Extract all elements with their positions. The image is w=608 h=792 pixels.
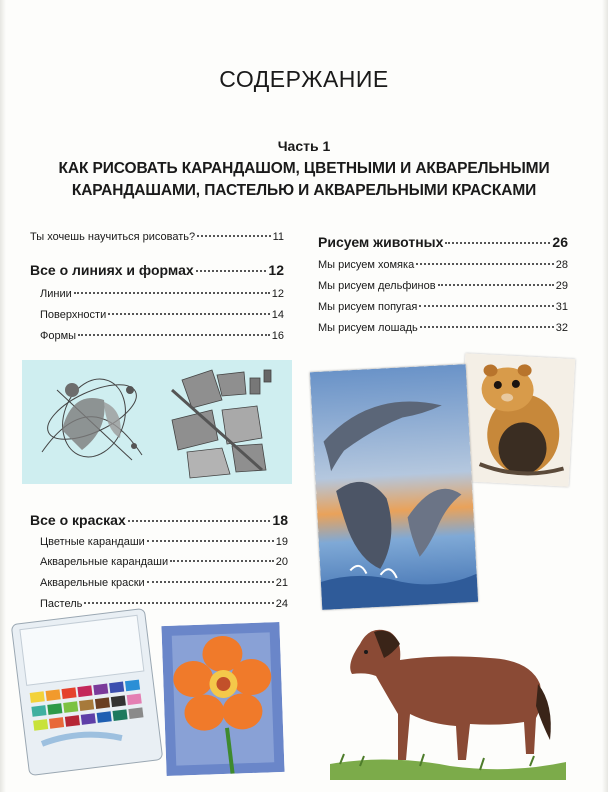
toc-entry-color-pencils[interactable] [40,536,288,548]
toc-entry-watercolors[interactable] [40,577,288,589]
toc-entry-title: Мы рисуем лошадь [318,322,418,334]
part-heading-line-1: КАК РИСОВАТЬ КАРАНДАШОМ, ЦВЕТНЫМИ И АКВАРЕЛЬНЫМИ [58,160,550,177]
sketch-illustration [22,360,292,484]
page-edge-right [602,0,608,792]
toc-entry-title: Ты хочешь научиться рисовать? [30,231,196,243]
toc-entry-title: Пастель [40,598,83,610]
toc-leader-dots [445,242,550,244]
toc-entry-page: 32 [555,322,568,334]
toc-entry-title: Формы [40,330,77,342]
toc-entry-surfaces[interactable] [40,309,284,321]
toc-leader-dots [74,292,270,294]
toc-section-title: Рисуем животных [318,234,444,250]
toc-entry-page: 20 [275,556,288,568]
toc-leader-dots [197,235,270,237]
toc-entry-watercolor-pencils[interactable] [40,556,288,568]
toc-entry-title: Мы рисуем попугая [318,301,418,313]
toc-entry-hamster[interactable] [318,259,568,271]
hamster-illustration [459,353,576,487]
toc-entry-intro[interactable] [30,231,284,243]
toc-leader-dots [196,270,267,272]
toc-leader-dots [416,263,554,265]
toc-leader-dots [419,305,553,307]
dolphins-illustration [310,364,478,610]
toc-entry-horse[interactable] [318,322,568,334]
toc-entry-page: 24 [275,598,288,610]
toc-leader-dots [78,334,270,336]
toc-leader-dots [147,540,274,542]
toc-leader-dots [108,313,270,315]
toc-entry-title: Акварельные краски [40,577,145,589]
page-edge-left [0,0,6,792]
toc-entry-title: Мы рисуем хомяка [318,259,415,271]
toc-section-page: 12 [268,262,284,278]
toc-section-paints[interactable] [30,512,288,528]
toc-entry-title: Акварельные карандаши [40,556,169,568]
watercolor-palette-illustration [7,604,167,780]
toc-leader-dots [147,581,274,583]
toc-entry-page: 29 [555,280,568,292]
toc-entry-page: 11 [272,231,284,243]
toc-section-lines[interactable] [30,262,284,278]
toc-entry-title: Мы рисуем дельфинов [318,280,436,292]
toc-entry-page: 28 [555,259,568,271]
part-heading-line-2: КАРАНДАШАМИ, ПАСТЕЛЬЮ И АКВАРЕЛЬНЫМИ КРАСКАМИ [71,182,537,199]
flower-illustration [161,622,284,776]
toc-entry-title: Цветные карандаши [40,536,145,548]
toc-entry-page: 16 [271,330,284,342]
toc-entry-pastel[interactable] [40,598,288,610]
toc-entry-title: Линии [40,288,72,300]
page-title: СОДЕРЖАНИЕ [219,66,389,92]
toc-entry-title: Поверхности [40,309,107,321]
toc-leader-dots [84,602,273,604]
toc-entry-page: 14 [271,309,284,321]
toc-leader-dots [170,560,274,562]
toc-section-page: 18 [272,512,288,528]
toc-section-title: Все о красках [30,512,126,528]
toc-section-animals[interactable] [318,234,568,250]
toc-entry-lines[interactable] [40,288,284,300]
toc-section-title: Все о линиях и формах [30,262,194,278]
horse-illustration [330,614,566,780]
toc-section-page: 26 [552,234,568,250]
toc-entry-page: 19 [275,536,288,548]
part-label: Часть 1 [277,138,331,154]
toc-entry-parrot[interactable] [318,301,568,313]
toc-entry-page: 21 [275,577,288,589]
toc-leader-dots [438,284,554,286]
toc-leader-dots [128,520,271,522]
toc-leader-dots [420,326,554,328]
toc-entry-page: 12 [271,288,284,300]
toc-entry-page: 31 [555,301,568,313]
toc-entry-dolphins[interactable] [318,280,568,292]
part-heading [0,158,608,202]
toc-entry-forms[interactable] [40,330,284,342]
